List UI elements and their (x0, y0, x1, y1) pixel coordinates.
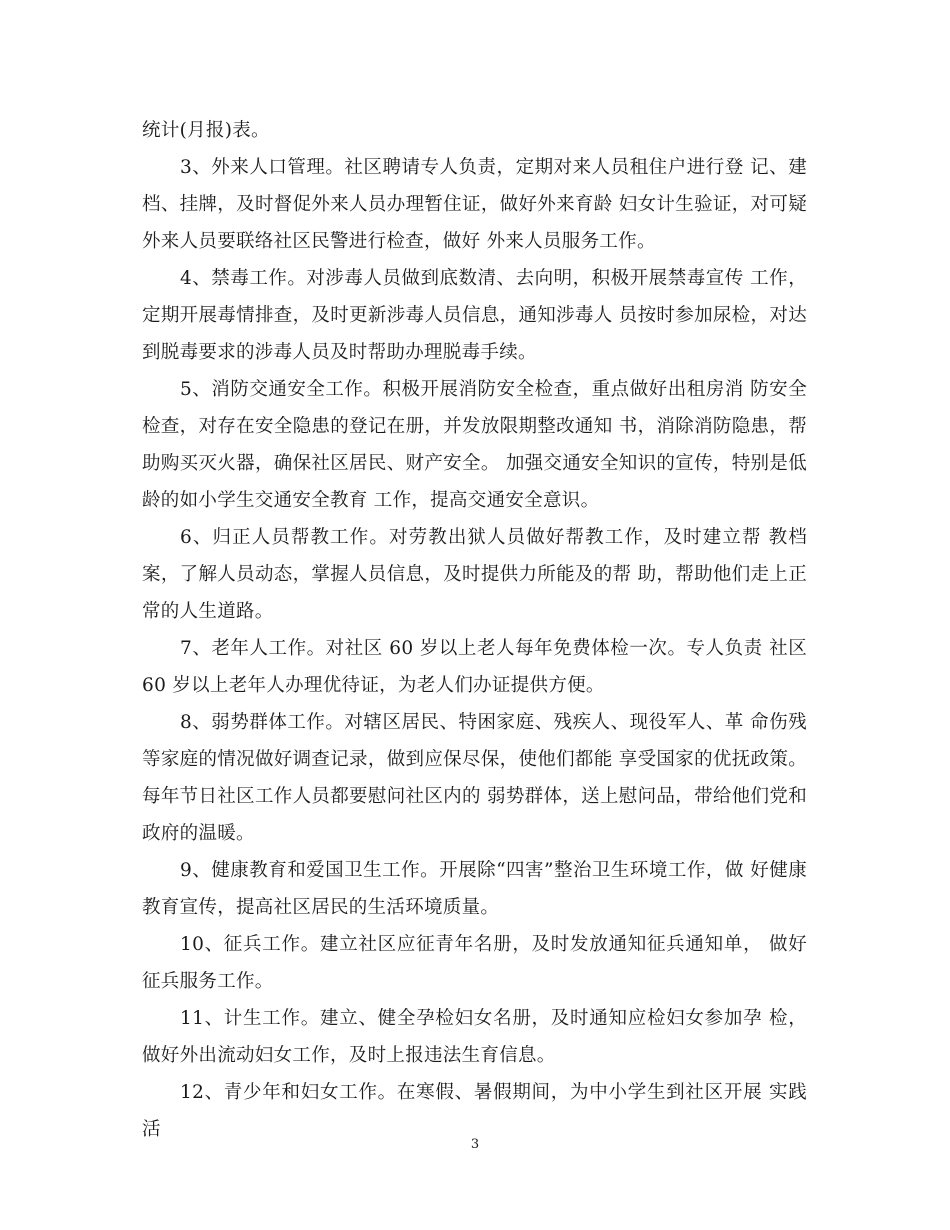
paragraph-item-11: 11、计生工作。建立、健全孕检妇女名册，及时通知应检妇女参加孕 检，做好外出流动妇女工作，及时上报违法生育信息。 (142, 1008, 807, 1066)
paragraph-item-7: 7、老年人工作。对社区 60 岁以上老人每年免费体检一次。专人负责 社区 60 岁以上老年人办理优待证，为老人们办证提供方便。 (142, 638, 807, 696)
paragraph-item-8: 8、弱势群体工作。对辖区居民、特困家庭、残疾人、现役军人、革 命伤残等家庭的情况做好调查记录，做到应保尽保，使他们都能 享受国家的优抚政策。每年节日社区工作人员都要慰问社区内的 弱势群体，送上慰问品，带给他们党和政府的温暖。 (142, 712, 807, 844)
paragraph-item-5: 5、消防交通安全工作。积极开展消防安全检查，重点做好出租房消 防安全检查，对存在安全隐患的登记在册，并发放限期整改通知 书，消除消防隐患，帮助购买灭火器，确保社区居民、财产安全。 加强交通安全知识的宣传，特别是低龄的如小学生交通安全教育 工作，提高交通安全意识。 (142, 379, 807, 511)
paragraph-continuation: 统计(月报)表。 (142, 120, 270, 141)
paragraph-item-9: 9、健康教育和爱国卫生工作。开展除“四害”整治卫生环境工作，做 好健康教育宣传，提高社区居民的生活环境质量。 (142, 860, 807, 918)
paragraph-item-4: 4、禁毒工作。对涉毒人员做到底数清、去向明，积极开展禁毒宣传 工作，定期开展毒情排查，及时更新涉毒人员信息，通知涉毒人 员按时参加尿检，对达到脱毒要求的涉毒人员及时帮助办理脱毒手续。 (142, 268, 807, 363)
paragraph-item-12: 12、青少年和妇女工作。在寒假、暑假期间，为中小学生到社区开展 实践活 (142, 1082, 807, 1140)
page-number: 3 (470, 1137, 480, 1152)
paragraph-item-10: 10、征兵工作。建立社区应征青年名册，及时发放通知征兵通知单， 做好征兵服务工作。 (142, 934, 807, 992)
paragraph-item-6: 6、归正人员帮教工作。对劳教出狱人员做好帮教工作，及时建立帮 教档案，了解人员动态，掌握人员信息，及时提供力所能及的帮 助，帮助他们走上正常的人生道路。 (142, 527, 807, 622)
document-body (142, 112, 807, 1148)
paragraph-item-3: 3、外来人口管理。社区聘请专人负责，定期对来人员租住户进行登 记、建档、挂牌，及时督促外来人员办理暂住证，做好外来育龄 妇女计生验证，对可疑外来人员要联络社区民警进行检查，做好 外来人员服务工作。 (142, 157, 807, 252)
